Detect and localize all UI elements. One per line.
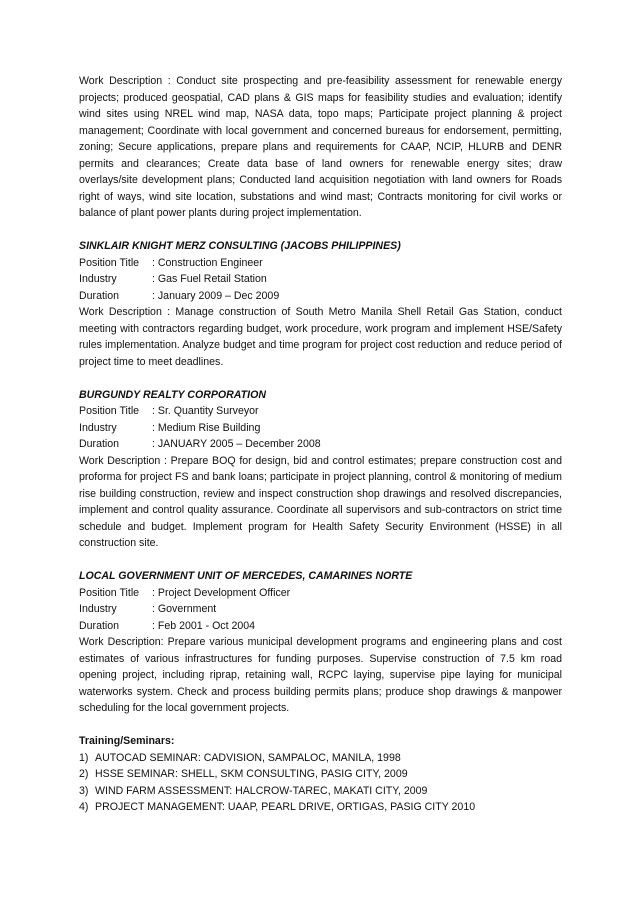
position-label: Position Title <box>79 586 140 599</box>
seminars-list <box>79 750 562 816</box>
job-industry-row <box>79 420 562 437</box>
seminars-section <box>79 733 562 816</box>
job-entry-lgu-mercedes <box>79 568 562 717</box>
list-item-number: 2) <box>79 768 89 780</box>
industry-value: : Gas Fuel Retail Station <box>152 273 267 285</box>
job-description: Work Description : Manage construction of South Metro Manila Shell Retail Gas Station, conduct meeting with contractors regarding budget, work procedure, work program and implement HSE/Safety rules implementation. Analyze budget and time program for project cost reduction and reduce period of project time to meet deadlines. <box>79 306 562 368</box>
duration-value: : Feb 2001 - Oct 2004 <box>152 619 256 632</box>
job-duration-row <box>79 618 562 635</box>
job-position-row <box>79 585 562 602</box>
list-item-text: PROJECT MANAGEMENT: UAAP, PEARL DRIVE, ORTIGAS, PASIG CITY 2010 <box>95 801 476 813</box>
job-company: SINKLAIR KNIGHT MERZ CONSULTING (JACOBS PHILIPPINES) <box>79 240 401 252</box>
list-item-number: 1) <box>79 751 89 764</box>
duration-label: Duration <box>79 438 120 450</box>
list-item-text: WIND FARM ASSESSMENT: HALCROW-TAREC, MAKATI CITY, 2009 <box>95 784 428 797</box>
job-industry-row <box>79 601 562 618</box>
duration-value: : JANUARY 2005 – December 2008 <box>152 438 321 450</box>
resume-page <box>79 73 562 816</box>
industry-value: : Medium Rise Building <box>152 421 261 434</box>
list-item-number: 4) <box>79 801 89 813</box>
position-label: Position Title <box>79 405 140 417</box>
list-item <box>79 750 562 767</box>
job-duration-row <box>79 288 562 305</box>
list-item-number: 3) <box>79 784 89 797</box>
job-description: Work Description: Prepare various municipal development programs and engineering plans and cost estimates of various infrastructures for funding purposes. Supervise construction of 7.5 km road opening project, including riprap, retaining wall, RCPC laying, supervise pipe laying for municipal waterworks system. Check and process building permits plans; produce shop drawings & manpower scheduling for the local government projects. <box>79 636 562 714</box>
duration-label: Duration <box>79 289 120 302</box>
job-position-row <box>79 255 562 272</box>
intro-work-description: Work Description : Conduct site prospecting and pre-feasibility assessment for renewable energy projects; produced geospatial, CAD plans & GIS maps for feasibility studies and evaluation; identify wind sites using NREL wind map, NASA data, topo maps; Participate project planning & project management; Coordinate with local government and concerned bureaus for endorsement, permitting, zoning; Secure applications, prepare plans and requirements for CAAP, NCIP, HLURB and DENR permits and clearances; Create data base of land owners for renewable energy sites; draw overlays/site development plans; Conducted land acquisition negotiation with land owners for Roads right of ways, wind site location, substations and wind mast; Contracts monitoring for civil works or balance of plant power plants during project implementation. <box>79 75 562 219</box>
industry-value: : Government <box>152 603 217 615</box>
list-item <box>79 783 562 800</box>
position-value: : Construction Engineer <box>152 256 263 269</box>
industry-label: Industry <box>79 273 117 285</box>
list-item <box>79 766 562 783</box>
job-company: LOCAL GOVERNMENT UNIT OF MERCEDES, CAMARINES NORTE <box>79 570 413 582</box>
job-duration-row <box>79 436 562 453</box>
job-industry-row <box>79 271 562 288</box>
industry-label: Industry <box>79 603 117 615</box>
job-position-row <box>79 403 562 420</box>
duration-label: Duration <box>79 619 120 632</box>
position-label: Position Title <box>79 256 140 269</box>
duration-value: : January 2009 – Dec 2009 <box>152 289 280 302</box>
job-entry-skm <box>79 238 562 370</box>
job-entry-burgundy <box>79 387 562 552</box>
list-item <box>79 799 562 816</box>
job-description: Work Description : Prepare BOQ for design, bid and control estimates; prepare construction cost and proforma for project FS and bank loans; participate in project planning, control & monitoring of medium rise building construction, review and inspect construction shop drawings and resolved discrepancies, implement and control quality assurance. Coordinate all supervisors and sub-contractors on strict time schedule and budget. Implement program for Health Safety Security Environment (HSSE) in all construction site. <box>79 454 562 549</box>
position-value: : Sr. Quantity Surveyor <box>152 405 259 417</box>
industry-label: Industry <box>79 421 117 434</box>
job-company: BURGUNDY REALTY CORPORATION <box>79 388 266 401</box>
list-item-text: HSSE SEMINAR: SHELL, SKM CONSULTING, PASIG CITY, 2009 <box>95 768 408 780</box>
seminars-title: Training/Seminars: <box>79 735 175 747</box>
position-value: : Project Development Officer <box>152 586 291 599</box>
list-item-text: AUTOCAD SEMINAR: CADVISION, SAMPALOC, MANILA, 1998 <box>95 751 401 764</box>
